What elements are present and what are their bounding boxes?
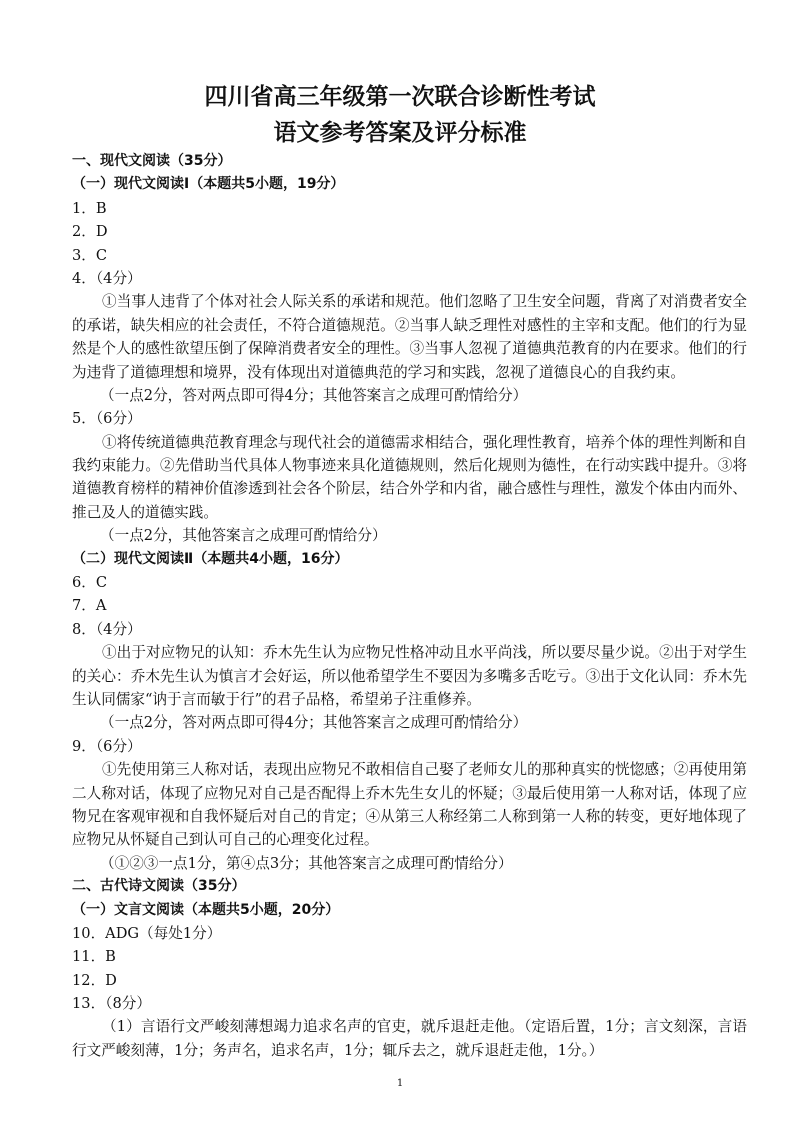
answer-item: 6．C [72, 574, 108, 592]
answer-text-line: 为违背了道德理想和境界，没有体现出对道德典范的学习和实践，忽视了道德良心的自我约束。 [72, 363, 685, 381]
section-heading: 二、古代诗文阅读（35分） [72, 878, 246, 895]
answer-item: 1．B [72, 199, 107, 217]
section-heading: （一）文言文阅读（本题共5小题，20分） [72, 901, 340, 918]
answer-text-line: 然是个人的感性欲望压倒了保障消费者安全的理性。③当事人忽视了道德典范教育的内在要求。他们的行 [72, 340, 747, 358]
answer-text-line: 推己及人的道德实践。 [72, 503, 218, 521]
scoring-note: （①②③一点1分，第④点3分；其他答案言之成理可酌情给分） [100, 854, 513, 872]
answer-item: 2．D [72, 223, 108, 241]
answer-text-line: ①将传统道德典范教育理念与现代社会的道德需求相结合，强化理性教育，培养个体的理性判断和自 [102, 433, 747, 451]
answer-item: 3．C [72, 246, 108, 264]
answer-item: 8．（4分） [72, 620, 142, 638]
answer-item: 9．（6分） [72, 737, 142, 755]
scoring-note: （一点2分，答对两点即可得4分；其他答案言之成理可酌情给分） [100, 714, 528, 732]
answer-item: 12．D [72, 971, 117, 989]
answer-text-line: 行文严峻刻薄，1分；务声名，追求名声，1分；辄斥去之，就斥退赶走他，1分。） [72, 1041, 604, 1059]
document-subtitle: 语文参考答案及评分标准 [273, 120, 527, 146]
answer-text-line: （1）言语行文严峻刻薄想竭力追求名声的官吏，就斥退赶走他。（定语后置，1分；言文刻深，言语 [102, 1018, 747, 1036]
answer-text-line: 应物兄从怀疑自己到认可自己的心理变化过程。 [72, 831, 379, 849]
section-heading: （二）现代文阅读Ⅱ（本题共4小题，16分） [72, 550, 349, 567]
section-heading: （一）现代文阅读Ⅰ（本题共5小题，19分） [72, 176, 345, 193]
answer-item: 5．（6分） [72, 410, 142, 428]
answer-text-line: 道德教育榜样的精神价值渗透到社会各个阶层，结合外学和内省，融合感性与理性，激发个体由内而外、 [72, 480, 747, 498]
answer-item: 10．ADG（每处1分） [72, 924, 222, 942]
answer-text-line: 的关心：乔木先生认为慎言才会好运，所以他希望学生不要因为多嘴多舌吃亏。③出于文化认同：乔木先 [72, 667, 747, 685]
scoring-note: （一点2分，答对两点即可得4分；其他答案言之成理可酌情给分） [100, 386, 528, 404]
answer-text-line: ①当事人违背了个体对社会人际关系的承诺和规范。他们忽略了卫生安全问题，背离了对消费者安全 [102, 293, 747, 311]
answer-item: 7．A [72, 597, 107, 615]
answer-text-line: 生认同儒家“讷于言而敏于行”的君子品格，希望弟子注重修养。 [72, 690, 481, 708]
answer-item: 4．（4分） [72, 269, 142, 287]
document-body [72, 150, 747, 1062]
answer-text-line: ①先使用第三人称对话，表现出应物兄不敢相信自己娶了老师女儿的那种真实的恍惚感；②再使用第 [102, 761, 747, 779]
answer-item: 11．B [72, 948, 116, 966]
answer-text-line: 我约束能力。②先借助当代具体人物事迹来具化道德规则，然后化规则为德性，在行动实践中提升。③将 [72, 457, 747, 475]
answer-text-line: 物兄在客观审视和自我怀疑后对自己的肯定；④从第三人称经第二人称到第一人称的转变，更好地体现了 [72, 807, 747, 825]
section-heading: 一、现代文阅读（35分） [72, 153, 232, 169]
document-title: 四川省高三年级第一次联合诊断性考试 [204, 84, 596, 110]
scoring-note: （一点2分，其他答案言之成理可酌情给分） [100, 527, 387, 545]
answer-item: 13．（8分） [72, 995, 151, 1013]
answer-text-line: ①出于对应物兄的认知：乔木先生认为应物兄性格冲动且水平尚浅，所以要尽量少说。②出于对学生 [102, 644, 747, 662]
answer-text-line: 的承诺，缺失相应的社会责任，不符合道德规范。②当事人缺乏理性对感性的主宰和支配。他们的行为显 [72, 316, 747, 334]
answer-text-line: 二人称对话，体现了应物兄对自己是否配得上乔木先生女儿的怀疑；③最后使用第一人称对话，体现了应 [72, 784, 747, 802]
page-number: 1 [396, 1078, 404, 1089]
